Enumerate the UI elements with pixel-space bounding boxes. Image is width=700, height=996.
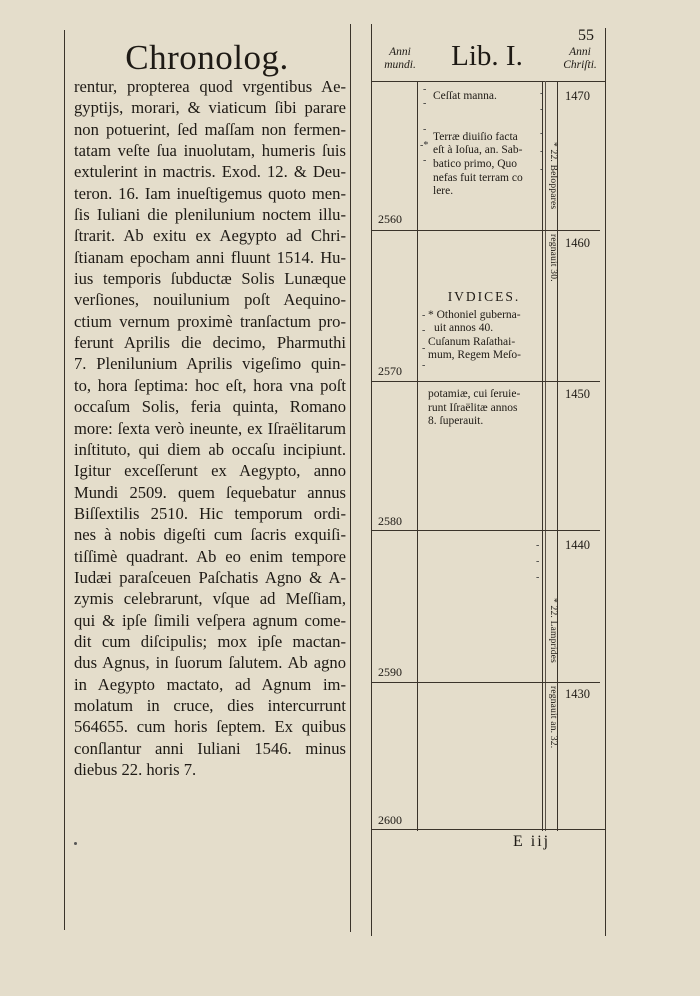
table-col-rule-2 [542,81,543,831]
text-line: zymis celebrarunt, vſque ad Meſſiam, [74,589,346,609]
text-line: to, hora ſeptima: hoc eſt, hora vna poſt [74,375,346,395]
text-line: 564655. cum horis ſeptem. Ex quibus [74,717,346,737]
text-line: teron. 16. Iam inueſtigemus quoto men- [74,183,346,203]
year-christi-1460: 1460 [565,236,590,250]
text-line: molatum in cruce, dies intercurrunt [74,695,346,715]
tick-mark: - [540,88,544,99]
text-line: ſis Iuliani die plenilunium noctem illu- [74,205,346,225]
header-anni-mundi: Anni mundi. [384,46,416,71]
text-line: gyptijs, morari, & viaticum ſibi parare [74,98,346,118]
text-line: more: ſexta verò ineunte, ex Iſraëlitarum [74,418,346,438]
left-column-rule-right [350,24,351,932]
year-mundi-2570: 2570 [378,364,402,378]
chronology-text [74,76,346,780]
table-col-rule-1 [417,81,418,831]
gutter-rule [371,24,372,936]
text-line: ſtianam epocham anni fluunt 1514. Hu- [74,247,346,267]
text-line: rentur, propterea quod vrgentibus Ae- [74,77,346,96]
ornament-dot [74,842,77,845]
row-rule-1 [372,230,600,231]
text-line: occaſum Solis, feria quinta, Romano [74,397,346,417]
tick-mark: - [536,556,540,567]
left-column-rule-left [64,30,65,930]
text-line: Biſſextilis 2510. Hic temporum ordi- [74,503,346,523]
year-mundi-2600: 2600 [378,813,402,827]
header-lib: Lib. I. [451,40,523,72]
text-line: ſtrarit. Ab exitu ex Aegypto ad Chri- [74,226,346,246]
tick-mark: - [540,128,544,139]
tick-mark: -* [420,140,429,151]
text-line: verſiones, nouilunium poſt Aequino- [74,290,346,310]
header-anni-christi: Anni Chriſti. [563,46,597,71]
year-christi-1470: 1470 [565,89,590,103]
text-line: non potuerint, ſed maſſam non fermen- [74,119,346,139]
text-line: tiſſimè quadrant. Ab eo enim tempore [74,546,346,566]
row-rule-5 [372,829,606,830]
text-line: ctium vernum proximè tranſactum pro- [74,311,346,331]
text-line: Igitur exceſſerunt ex Aegypto, anno [74,461,346,481]
table-col-rule-2b [545,81,546,831]
year-mundi-2560: 2560 [378,212,402,226]
text-line: Mundi 2509. quem ſequebatur annus [74,482,346,502]
margin-note-beloppares: * 22. Beloppares [548,142,558,210]
entry-mesopotamia: potamiæ, cui ſeruie- runt Iſraëlitæ annos 8. ſuperauit. [428,388,521,428]
tick-mark: - [422,310,426,321]
page-number: 55 [578,27,594,44]
text-line: conſlantur anni Iuliani 1546. minus [74,738,346,758]
year-christi-1440: 1440 [565,538,590,552]
text-line: diebus 22. horis 7. [74,760,197,779]
row-rule-3 [372,530,600,531]
entry-manna-joshua: Ceſſat manna. Terræ diuiſio facta eſt à Ioſua, an. Sab- batico primo, Quo nefas fuit terram co lere. [433,90,523,198]
row-rule-4 [372,682,600,683]
text-line: nes à nobis digeſti cum ſacris exquiſi- [74,525,346,545]
text-line: in Aegypto mactato, ad Agnum im- [74,674,346,694]
tick-mark: - [423,124,427,135]
margin-note-regnauit-32: regnauit an. 32. [548,686,558,749]
text-line: dit cum diſcipulis; mox ipſe mactan- [74,631,346,651]
iudices-heading: IVDICES. [447,289,521,304]
text-line: extulerint in mactris. Exod. 12. & Deu- [74,162,346,182]
signature-mark: E iij [513,833,551,850]
tick-mark: - [422,325,426,336]
year-mundi-2590: 2590 [378,665,402,679]
text-line: 7. Plenilunium Aprilis vigeſimo quin- [74,354,346,374]
tick-mark: - [423,155,427,166]
text-line: inſtituto, qui diem ab occaſu incipiunt. [74,439,346,459]
tick-mark: - [540,164,544,175]
tick-mark: - [540,146,544,157]
text-line: ius temporis ſubductæ Solis Lunæque [74,269,346,289]
margin-note-lamprides: * 22. Lamprides [548,598,558,664]
entry-iudices: IVDICES. * Othoniel guberna- uit annos 40. Cuſanum Raſathai- mum, Regem Meſo- [428,290,540,363]
text-line: tatam veſte ſua inuolutam, humeris ſuis [74,141,346,161]
tick-mark: - [422,360,426,371]
table-top-rule [372,81,606,82]
tick-mark: - [540,104,544,115]
text-line: Iudæi paraſceuen Paſchatis Agno & A- [74,567,346,587]
margin-note-regnauit-30: regnauit 30. [548,234,558,282]
table-right-rule [605,28,606,936]
year-mundi-2580: 2580 [378,514,402,528]
tick-mark: - [536,572,540,583]
tick-mark: - [422,343,426,354]
tick-mark: - [423,98,427,109]
text-line: qui & ipſe ſimili veſpera agnum come- [74,610,346,630]
tick-mark: - [536,540,540,551]
year-christi-1430: 1430 [565,687,590,701]
text-line: dus Agnus, in ſuorum ſalutem. Ab agno [74,653,346,673]
running-title: Chronolog. [125,38,289,77]
year-christi-1450: 1450 [565,387,590,401]
row-rule-2 [372,381,600,382]
text-line: ferunt Aprilis die decimo, Pharmuthi [74,333,346,353]
tick-mark: - [423,84,427,95]
